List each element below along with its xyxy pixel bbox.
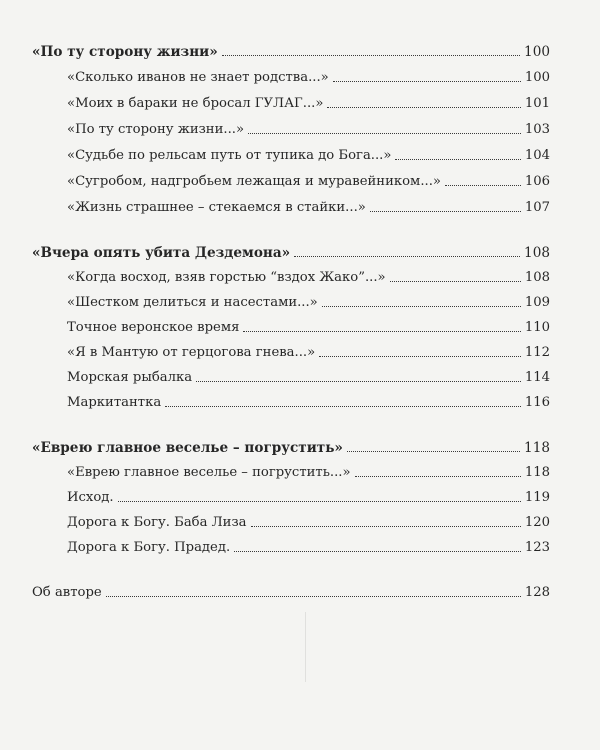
toc-item[interactable] [67, 391, 550, 411]
dot-leader [370, 210, 521, 212]
toc-page-number: 101 [524, 96, 550, 111]
toc-item-title: «Сколько иванов не знает родства...» [67, 70, 329, 85]
toc-item[interactable] [67, 366, 550, 386]
toc-heading-title: Об авторе [32, 585, 102, 600]
toc-heading[interactable] [32, 241, 550, 261]
dot-leader [395, 158, 520, 160]
toc-item[interactable] [67, 92, 550, 112]
toc-page-number: 103 [524, 122, 550, 137]
toc-page-number: 109 [524, 295, 550, 310]
toc-page-number: 107 [524, 200, 550, 215]
dot-leader [251, 525, 521, 527]
toc-item-title: «Жизнь страшнее – стекаемся в стайки...» [67, 200, 366, 215]
toc-page-number: 128 [524, 585, 550, 600]
toc-item[interactable] [67, 66, 550, 86]
dot-leader [390, 280, 521, 282]
toc-item-title: Точное веронское время [67, 320, 240, 335]
dot-leader [294, 255, 520, 257]
toc-heading-title: «Вчера опять убита Дездемона» [32, 245, 291, 261]
toc-item[interactable] [67, 341, 550, 361]
toc-item-title: «Судьбе по рельсам путь от тупика до Бога...» [67, 148, 392, 163]
toc-item-title: Морская рыбалка [67, 370, 193, 385]
dot-leader [327, 106, 520, 108]
dot-leader [322, 305, 521, 307]
toc-heading[interactable] [32, 436, 550, 456]
toc-page-number: 118 [524, 465, 550, 480]
toc-item[interactable] [67, 461, 550, 481]
toc-item[interactable] [67, 536, 550, 556]
toc-item-title: Исход. [67, 490, 114, 505]
dot-leader [445, 184, 521, 186]
toc-item[interactable] [67, 266, 550, 286]
toc-page-number: 123 [524, 540, 550, 555]
toc-page-number: 112 [524, 345, 550, 360]
toc-heading[interactable] [32, 581, 550, 601]
toc-item-title: Дорога к Богу. Баба Лиза [67, 515, 247, 530]
toc-item-title: «Шестком делиться и насестами...» [67, 295, 318, 310]
toc-item[interactable] [67, 486, 550, 506]
toc-page-number: 116 [524, 395, 550, 410]
dot-leader [196, 380, 521, 382]
toc-page-number: 106 [524, 174, 550, 189]
toc-item[interactable] [67, 170, 550, 190]
toc-page-number: 100 [524, 44, 550, 60]
toc-page-number: 108 [524, 270, 550, 285]
toc-page-number: 108 [524, 245, 550, 261]
dot-leader [333, 80, 521, 82]
toc-page-number: 100 [524, 70, 550, 85]
toc-item[interactable] [67, 511, 550, 531]
toc-page-number: 114 [524, 370, 550, 385]
toc-heading[interactable] [32, 40, 550, 60]
dot-leader [248, 132, 521, 134]
dot-leader [319, 355, 521, 357]
toc-item-title: Маркитантка [67, 395, 162, 410]
dot-leader [118, 500, 521, 502]
toc-item-title: «Еврею главное веселье – погрустить...» [67, 465, 351, 480]
toc-page-number: 118 [524, 440, 550, 456]
toc-item[interactable] [67, 291, 550, 311]
toc-item[interactable] [67, 196, 550, 216]
toc-item[interactable] [67, 316, 550, 336]
toc-page-number: 104 [524, 148, 550, 163]
toc-heading-title: «По ту сторону жизни» [32, 44, 218, 60]
toc-item-title: «Когда восход, взяв горстью “вздох Жако”...» [67, 270, 386, 285]
toc-item-title: «Моих в бараки не бросал ГУЛАГ...» [67, 96, 324, 111]
toc-page-number: 119 [524, 490, 550, 505]
dot-leader [234, 550, 521, 552]
toc-item-title: «Я в Мантую от герцогова гнева...» [67, 345, 316, 360]
dot-leader [243, 330, 520, 332]
toc-item-title: «По ту сторону жизни...» [67, 122, 245, 137]
toc-page-number: 110 [524, 320, 550, 335]
toc-item-title: Дорога к Богу. Прадед. [67, 540, 231, 555]
toc-item-title: «Сугробом, надгробьем лежащая и муравейником...» [67, 174, 441, 189]
toc-item[interactable] [67, 144, 550, 164]
dot-leader [347, 450, 520, 452]
toc-page-number: 120 [524, 515, 550, 530]
toc-item[interactable] [67, 118, 550, 138]
bleed-through-mark [305, 612, 306, 682]
dot-leader [106, 595, 521, 597]
dot-leader [165, 405, 521, 407]
toc-heading-title: «Еврею главное веселье – погрустить» [32, 440, 343, 456]
dot-leader [222, 54, 520, 56]
dot-leader [355, 475, 521, 477]
